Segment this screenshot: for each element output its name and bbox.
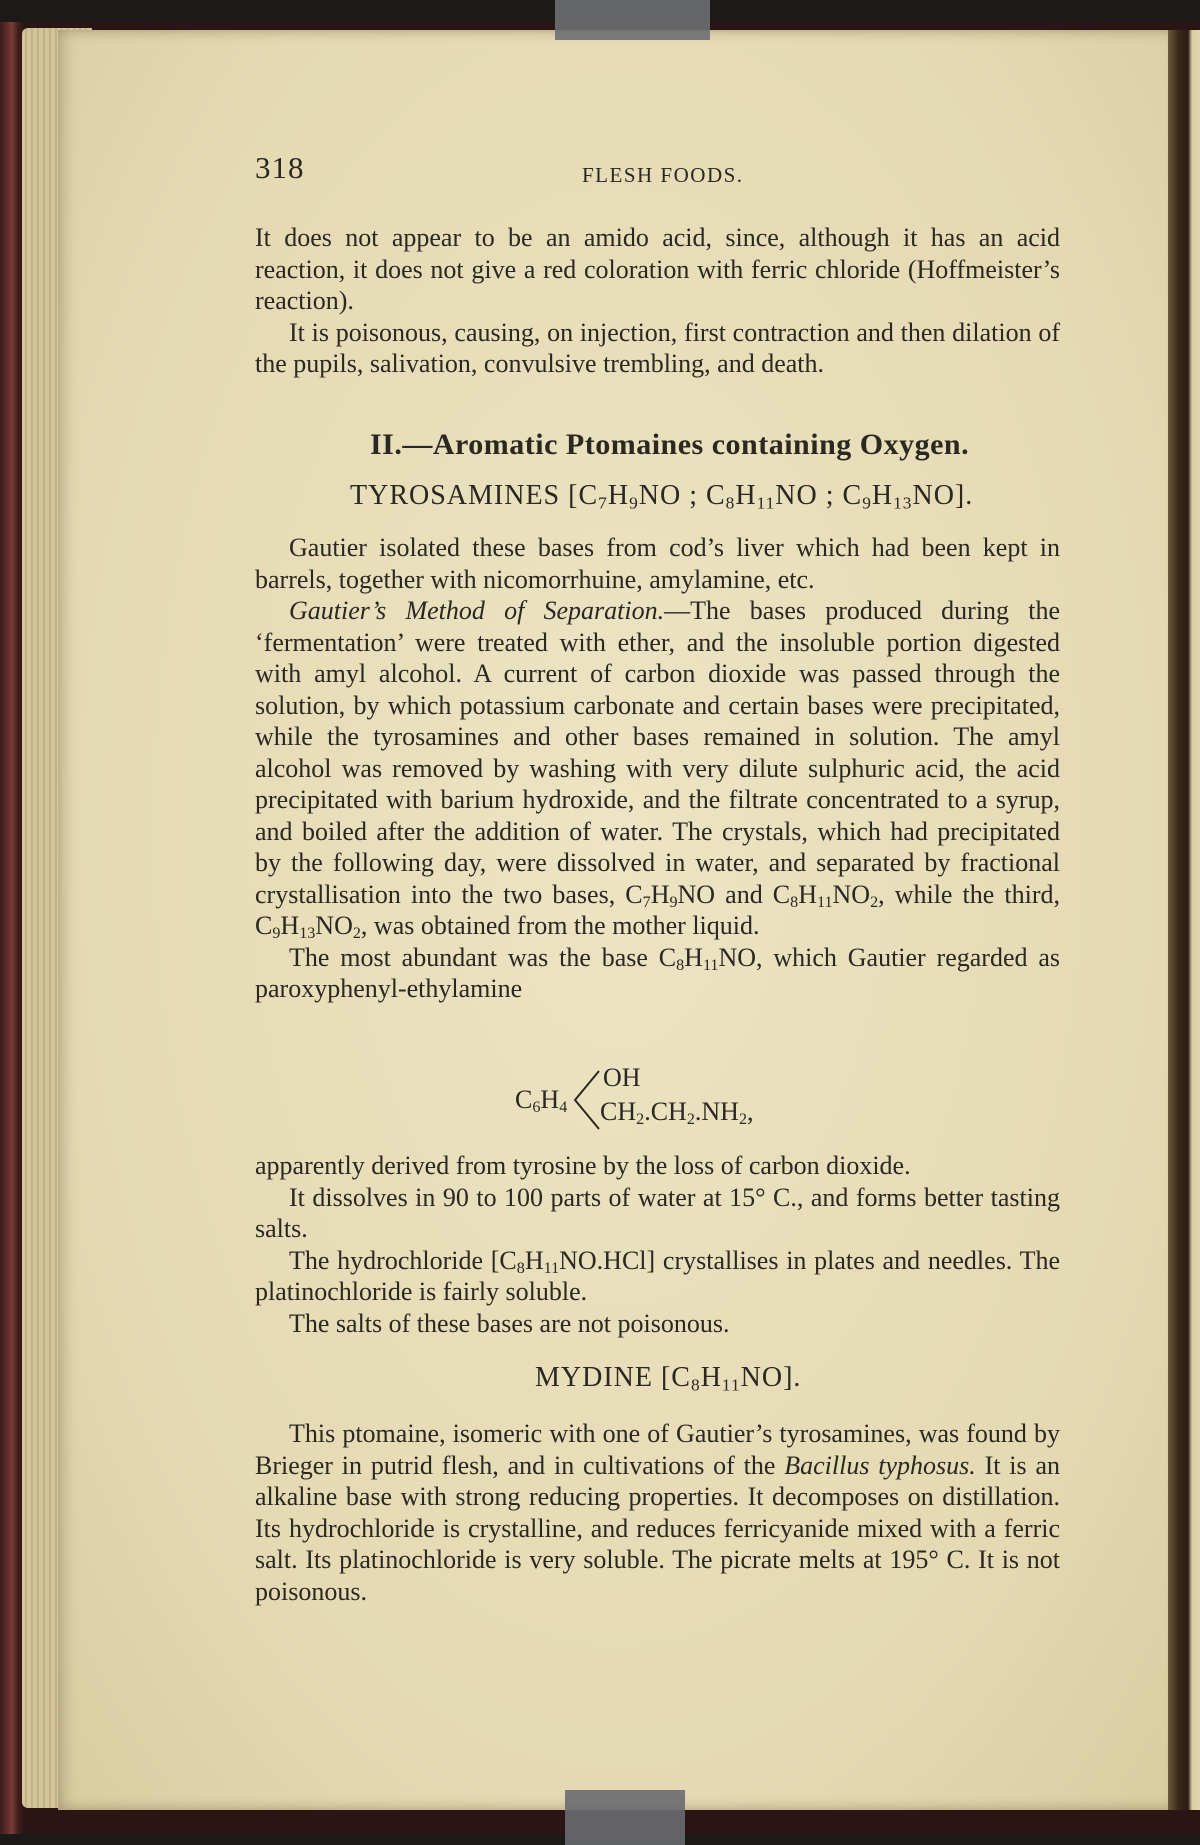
formula-benzene-part: $C_6H_4$ [515,1085,568,1117]
formula-hydroxyl: OH [603,1063,641,1092]
paragraph-most-abundant: The most abundant was the base $C_8H_{11}NO$, which Gautier regarded as paroxyphenyl-ethylamine [255,942,1060,1003]
running-title: FLESH FOODS. [582,163,744,187]
paragraph-amido-acid [255,222,1060,380]
section-heading: II.—Aromatic Ptomaines containing Oxygen. [370,428,970,461]
paragraph-mydine: This ptomaine, isomeric with one of Gautier’s tyrosamines, was found by Brieger in putrid flesh, and in cultivations of the Bacillus typhosus. It is an alkaline base with strong reducing properties. It decomposes on distillation. Its hydrochloride is crystalline, and reduces ferricyanide mixed with a ferric salt. Its platinochloride is very soluble. The picrate melts at 195° C. It is not poisonous. [255,1419,1061,1606]
paragraph-not-poisonous: The salts of these bases are not poisonous. [289,1308,730,1338]
mydine-body [255,1418,1060,1607]
tyrosamines-body [255,532,1060,1005]
mydine-heading: MYDINE $[C_8H_{11}NO]$. [535,1362,802,1395]
paragraph-text: It does not appear to be an amido acid, since, although it has an acid reaction, it does not give a red coloration with ferric chloride (Hoffmeister’s reaction). [255,223,1060,315]
formula-bracket [571,1067,601,1140]
paragraph-dissolves: It dissolves in 90 to 100 parts of water at 15° C., and forms better tasting salts. [255,1182,1060,1243]
next-page-edge [1168,30,1200,1810]
tyrosamines-heading: TYROSAMINES [$C_7H_9NO$ ; $C_8H_{11}NO$ ; $C_9H_{13}NO$]. [350,480,974,513]
structural-formula [515,1063,815,1133]
tape-strip-top [555,0,710,40]
paragraph-gautier-isolated: Gautier isolated these bases from cod’s liver which had been kept in barrels, together with nicomorrhuine, amylamine, etc. [255,533,1060,594]
paragraph-apparently-derived: apparently derived from tyrosine by the loss of carbon dioxide. [255,1151,911,1180]
tape-strip-bottom [565,1790,685,1845]
page-number: 318 [255,150,305,185]
paragraph-separation-method: Gautier’s Method of Separation.—The bases produced during the ‘fermentation’ were treated with ether, and the insoluble portion digested with amyl alcohol. A current of carbon dioxide was passed through the solution, by which potassium carbonate and certain bases were precipitated, while the tyrosamines and other bases remained in solution. The amyl alcohol was removed by washing with very dilute sulphuric acid, the acid precipitated with barium hydroxide, and the filtrate concentrated to a syrup, and boiled after the addition of water. The crystals, which had precipitated by the following day, were dissolved in water, and separated by fractional crystallisation into the two bases, $C_7H_9NO$ and $C_8H_{11}NO_2$, while the third, $C_9H_{13}NO_2$, was obtained from the mother liquid. [255,596,1060,943]
paragraph-hydrochloride: The hydrochloride $[C_8H_{11}NO.HCl]$ crystallises in plates and needles. The platinochloride is fairly soluble. [255,1245,1061,1306]
tyrosamines-properties [255,1150,1060,1339]
formula-ethylamine-chain: $CH_2.CH_2.NH_2$, [600,1097,754,1129]
paragraph-poisonous: It is poisonous, causing, on injection, first contraction and then dilation of the pupils, salivation, convulsive trembling, and death. [255,317,1060,378]
